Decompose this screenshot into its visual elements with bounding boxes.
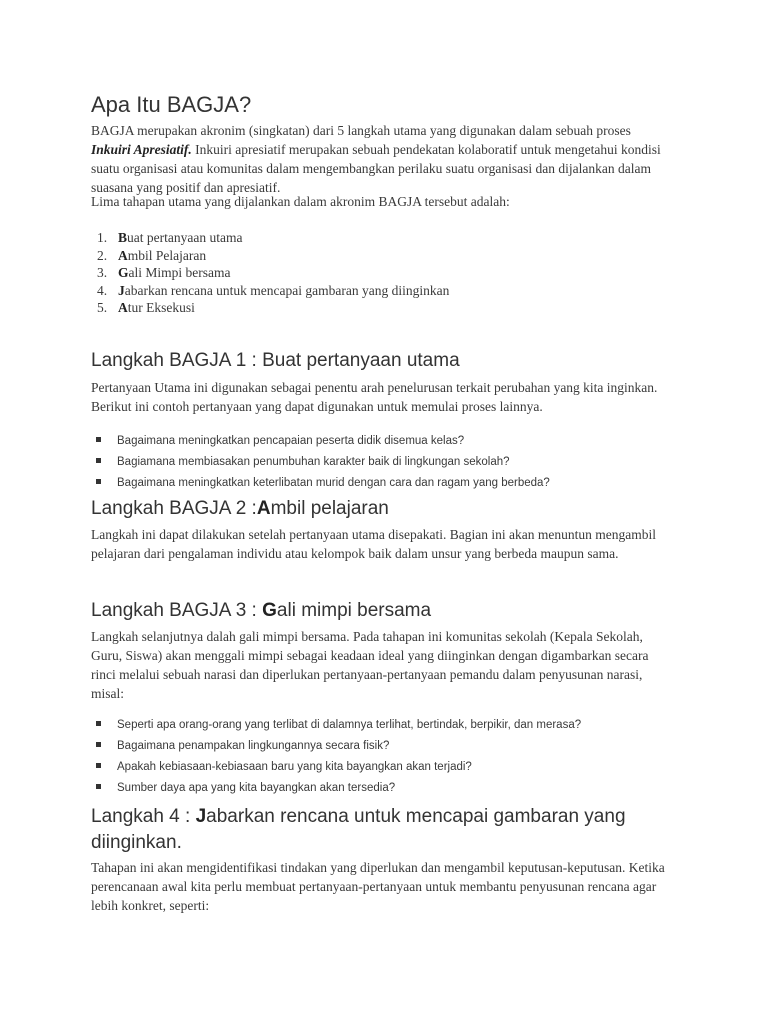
list-item: Bagiamana membiasakan penumbuhan karakter baik di lingkungan sekolah?: [96, 452, 550, 473]
list-item: 2. Ambil Pelajaran: [97, 247, 207, 263]
bullet-icon: [96, 784, 101, 789]
section-4-body: Tahapan ini akan mengidentifikasi tindakan yang diperlukan dan mengambil keputusan-keputusan. Ketika perencanaan awal kita perlu membuat pertanyaan-pertanyaan untuk membantu penyusunan rencana agar lebih konkret, seperti:: [91, 860, 665, 913]
list-item: Apakah kebiasaan-kebiasaan baru yang kita bayangkan akan terjadi?: [96, 757, 581, 778]
section-3-body: Langkah selanjutnya dalah gali mimpi bersama. Pada tahapan ini komunitas sekolah (Kepala Sekolah, Guru, Siswa) akan menggali mimpi sebagai keadaan ideal yang diinginkan dengan digambarkan secara rinci melalui sebuah narasi dan diperlukan pertanyaan-pertanyaan pemandu dalam penyusunan narasi, misal:: [91, 629, 649, 701]
list-item: Bagaimana meningkatkan keterlibatan murid dengan cara dan ragam yang berbeda?: [96, 473, 550, 494]
section-2-heading: Langkah BAGJA 2 :Ambil pelajaran: [91, 498, 389, 519]
list-item: 5. Atur Eksekusi: [97, 300, 195, 315]
list-item: Sumber daya apa yang kita bayangkan akan tersedia?: [96, 778, 581, 799]
intro-text-before: BAGJA merupakan akronim (singkatan) dari 5 langkah utama yang digunakan dalam sebuah proses: [91, 123, 631, 138]
bullet-icon: [96, 479, 101, 484]
section-3-bullets: [96, 715, 581, 799]
list-item: 3. Gali Mimpi bersama: [97, 265, 231, 280]
intro-list-lead: Lima tahapan utama yang dijalankan dalam akronim BAGJA tersebut adalah:: [91, 194, 510, 209]
intro-emphasis: Inkuiri Apresiatif.: [91, 142, 192, 157]
bagja-steps-list: [91, 229, 449, 317]
list-item: Bagaimana penampakan lingkungannya secara fisik?: [96, 736, 581, 757]
list-item: Bagaimana meningkatkan pencapaian peserta didik disemua kelas?: [96, 431, 550, 452]
bullet-icon: [96, 458, 101, 463]
page-title: Apa Itu BAGJA?: [91, 92, 252, 117]
intro-paragraph: [91, 121, 671, 197]
section-4-heading: Langkah 4 : Jabarkan rencana untuk mencapai gambaran yang diinginkan.: [91, 806, 626, 853]
section-2-body: Langkah ini dapat dilakukan setelah pertanyaan utama disepakati. Bagian ini akan menuntun mengambil pelajaran dari pengalaman individu atau kelompok baik dalam unsur yang berbeda maupun sama.: [91, 527, 656, 561]
intro-text-after: Inkuiri apresiatif merupakan sebuah pendekatan kolaboratif untuk mengetahui kondisi suatu organisasi atau komunitas dalam mengembangkan perilaku suatu organisasi dan dijalankan dalam suasana yang positif dan apresiatif.: [91, 142, 661, 195]
list-item: 4. Jabarkan rencana untuk mencapai gambaran yang diinginkan: [97, 282, 450, 298]
bullet-icon: [96, 742, 101, 747]
list-item: 1. Buat pertanyaan utama: [97, 230, 243, 245]
bullet-icon: [96, 763, 101, 768]
section-1-body: Pertanyaan Utama ini digunakan sebagai penentu arah penelurusan terkait perubahan yang kita inginkan. Berikut ini contoh pertanyaan yang dapat digunakan untuk memulai proses lainnya.: [91, 380, 658, 414]
list-item: Seperti apa orang-orang yang terlibat di dalamnya terlihat, bertindak, berpikir, dan merasa?: [96, 715, 581, 736]
section-1-heading: Langkah BAGJA 1 : Buat pertanyaan utama: [91, 350, 460, 371]
bullet-icon: [96, 721, 101, 726]
bullet-icon: [96, 437, 101, 442]
section-1-bullets: [96, 431, 550, 494]
section-3-heading: Langkah BAGJA 3 : Gali mimpi bersama: [91, 600, 432, 621]
